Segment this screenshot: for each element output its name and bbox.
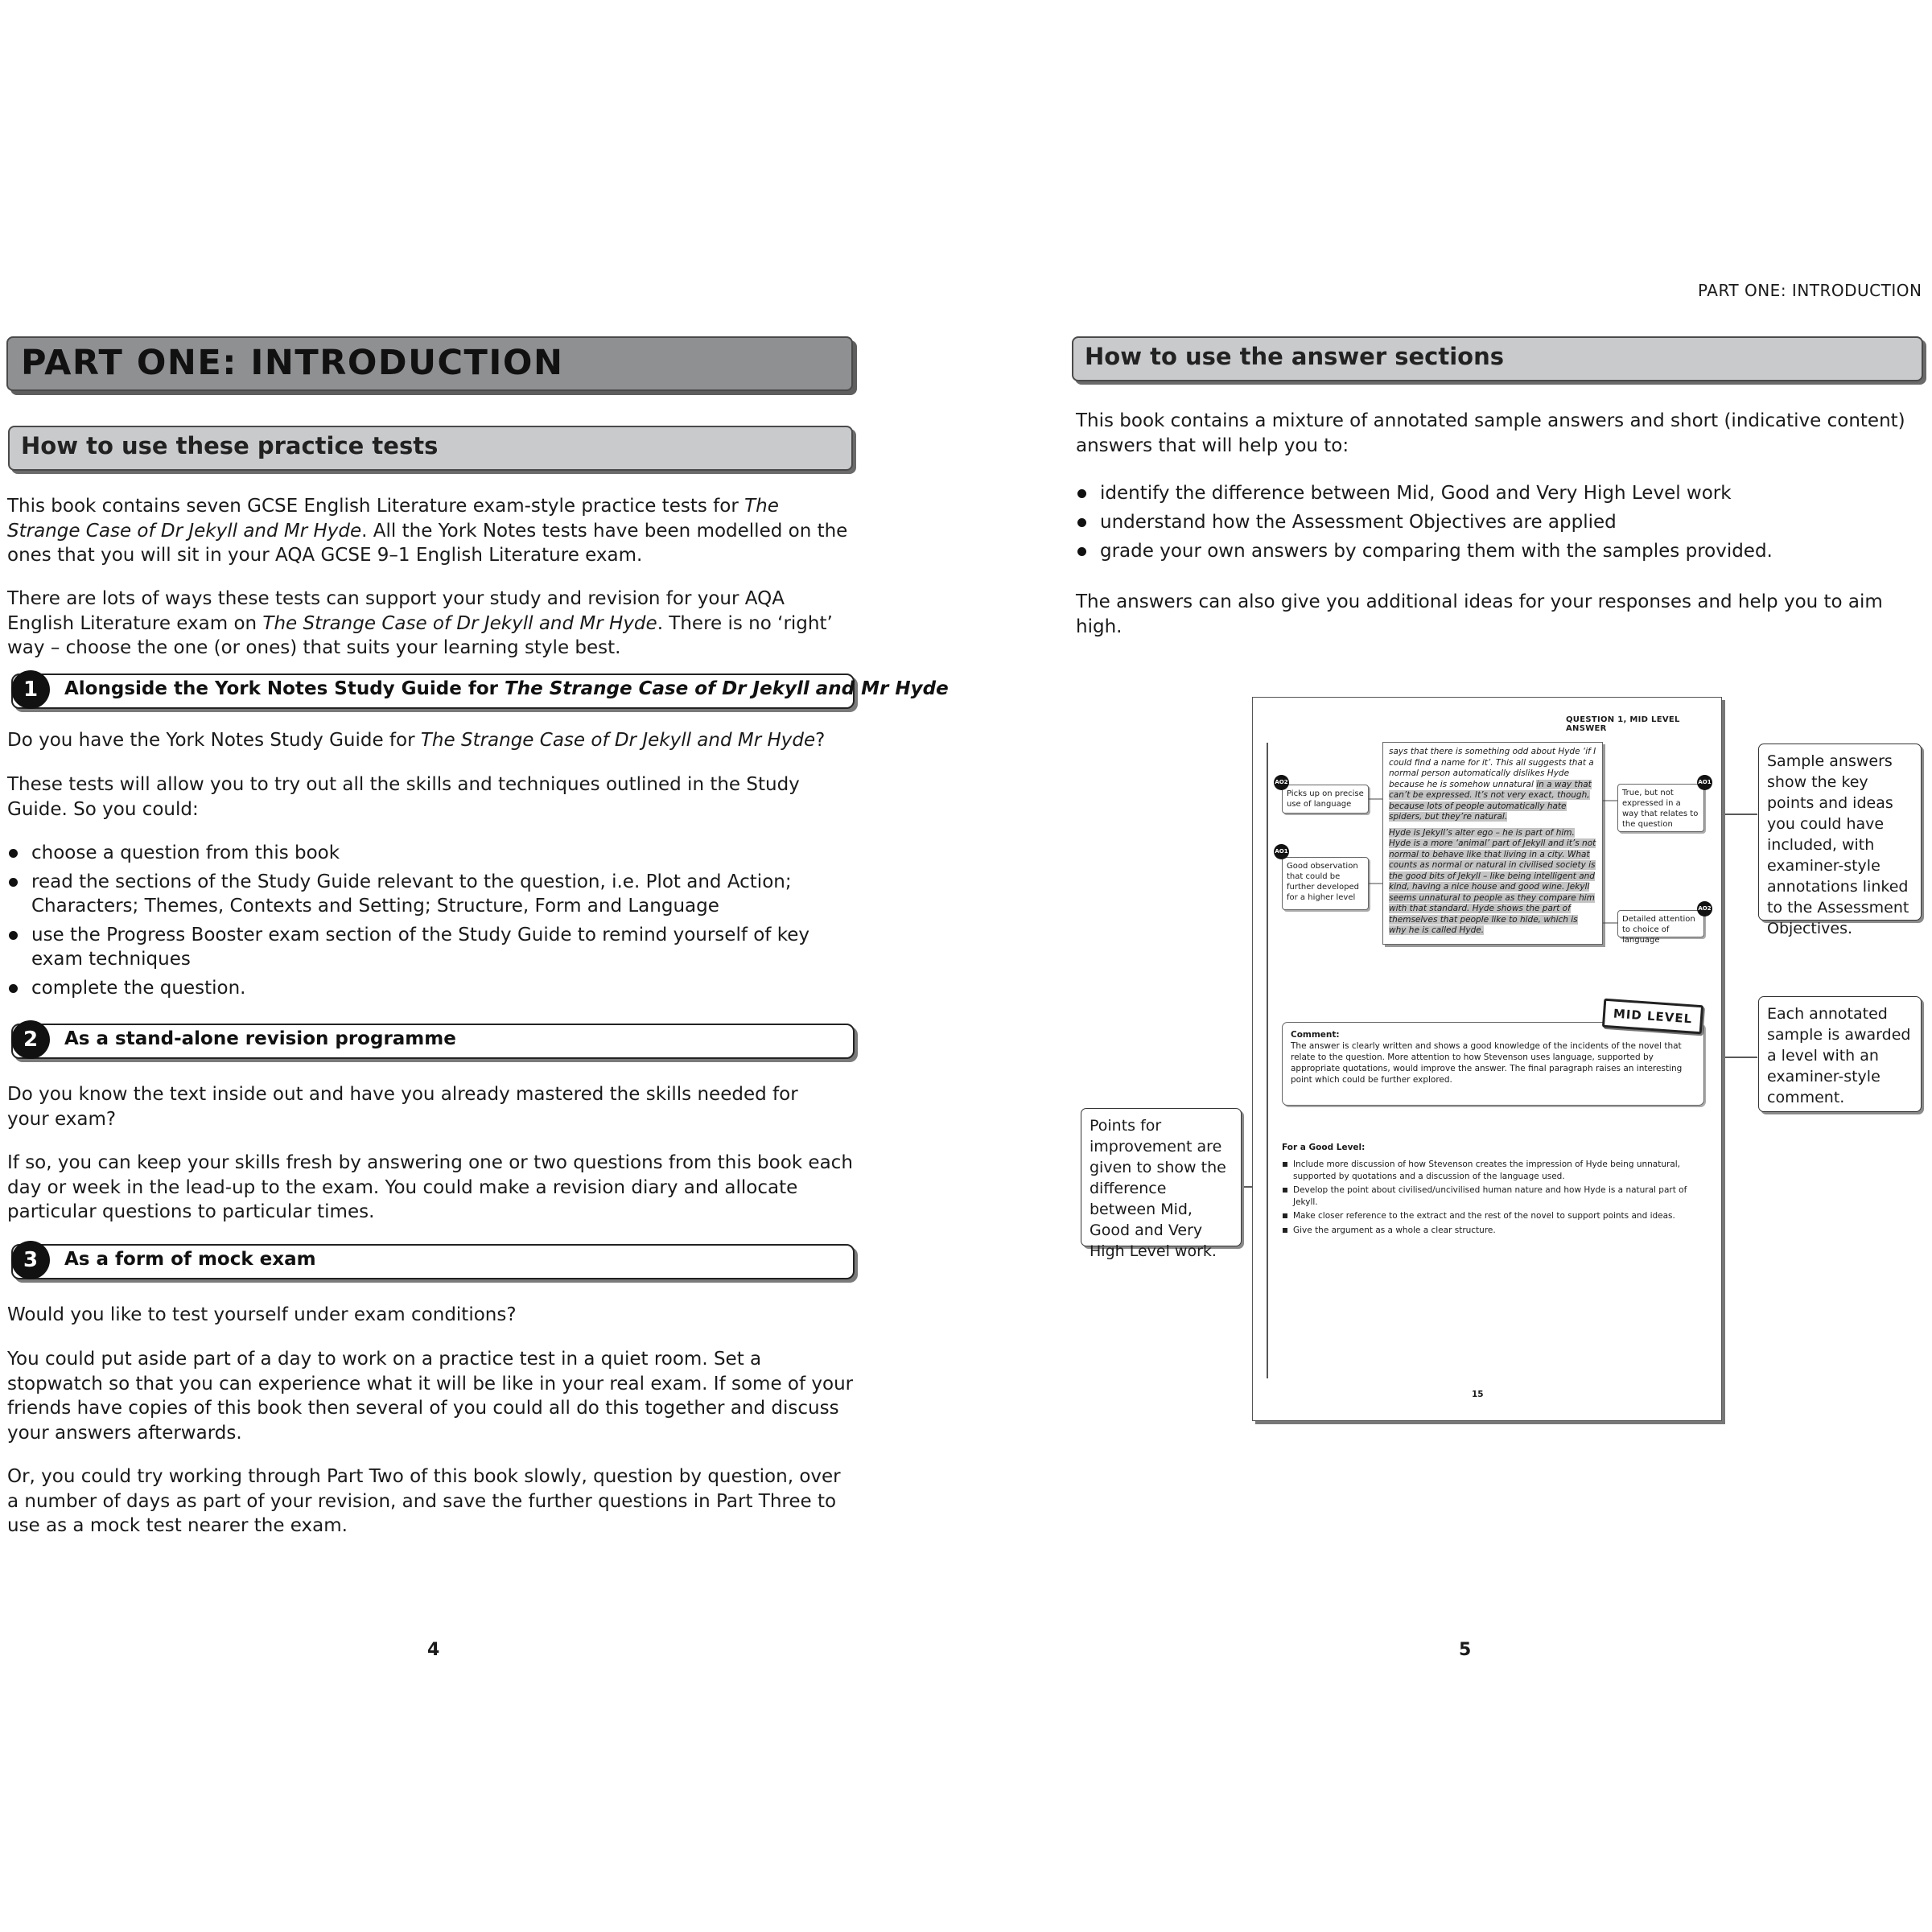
intro-paragraph-2: There are lots of ways these tests can support your study and revision for your AQA English Literature exam on The Strange Case of Dr Jekyll and Mr Hyde. There is no ‘right’ way – choose the one (or ones) that suits your learning style best. <box>7 588 833 658</box>
callout-sample-answers: Sample answers show the key points and ideas you could have included, with examiner-style annotations linked to the Assessment Objectives. <box>1758 744 1922 921</box>
list-item: Develop the point about civilised/uncivilised human nature and how Hyde is a natural part of Jekyll. <box>1282 1184 1700 1208</box>
thumbnail-page-number: 15 <box>1472 1390 1484 1399</box>
answer-intro-paragraph: This book contains a mixture of annotated sample answers and short (indicative content) answers that will help you to: <box>1076 410 1905 456</box>
running-head: PART ONE: INTRODUCTION <box>1698 281 1922 300</box>
annotation-good-observation: Good observation that could be further developed for a higher level <box>1282 857 1369 910</box>
option-1-question: Do you have the York Notes Study Guide for The Strange Case of Dr Jekyll and Mr Hyde? <box>7 730 826 751</box>
ao1-badge: AO1 <box>1697 775 1712 790</box>
section-title: How to use these practice tests <box>21 432 439 459</box>
option-2-paragraph-2: If so, you can keep your skills fresh by answering one or two questions from this book each day or week in the lead-up to the exam. You could make a revision diary and allocate particular questions to particular times. <box>7 1152 853 1222</box>
list-item: Include more discussion of how Stevenson creates the impression of Hyde being unnatural, supported by quotations and a discussion of the language used. <box>1282 1159 1700 1182</box>
list-item: choose a question from this book <box>7 841 836 865</box>
option-number-1: 1 <box>11 670 50 709</box>
option-1-paragraph: These tests will allow you to try out all the skills and techniques outlined in the Study Guide. So you could: <box>7 774 800 820</box>
thumbnail-comment-box <box>1282 1022 1704 1106</box>
annotation-not-expressed: True, but not expressed in a way that relates to the question <box>1617 784 1704 832</box>
comment-label: Comment: <box>1291 1030 1340 1040</box>
option-3-paragraph-1: Would you like to test yourself under exam conditions? <box>7 1304 517 1325</box>
list-item: Make closer reference to the extract and the rest of the novel to support points and ideas. <box>1282 1210 1700 1222</box>
ao1-badge: AO1 <box>1274 844 1289 859</box>
option-3-paragraph-3: Or, you could try working through Part Two of this book slowly, question by question, over a number of days as part of your revision, and save the further questions in Part Three to use as a mock test nearer the exam. <box>7 1466 841 1536</box>
sample-page-thumbnail <box>1252 697 1722 1421</box>
option-1-label: Alongside the York Notes Study Guide for The Strange Case of Dr Jekyll and Mr Hyde <box>64 678 949 699</box>
list-item: understand how the Assessment Objectives are applied <box>1076 510 1913 534</box>
intro-paragraph-1: This book contains seven GCSE English Literature exam-style practice tests for The Strange Case of Dr Jekyll and Mr Hyde. All the York Notes tests have been modelled on the ones that you will sit in your AQA GCSE 9–1 English Literature exam. <box>7 496 848 566</box>
mid-level-stamp: MID LEVEL <box>1602 999 1703 1035</box>
option-3-paragraph-2: You could put aside part of a day to work on a practice test in a quiet room. Set a stopwatch so that you can experience what it will be like in your real exam. If some of your friends have copies of this book then several of you could all do this together and discuss your answers afterwards. <box>7 1349 854 1444</box>
section-title: How to use the answer sections <box>1085 343 1504 370</box>
comment-text: The answer is clearly written and shows a good knowledge of the incidents of the novel that relate to the question. More attention to how Stevenson uses language, supported by appropriate quotations, would improve the answer. The final paragraph raises an interesting point which could be further explored. <box>1291 1041 1683 1085</box>
list-item: Give the argument as a whole a clear structure. <box>1282 1225 1700 1237</box>
ao2-badge: AO2 <box>1274 775 1289 790</box>
thumbnail-header: QUESTION 1, MID LEVEL ANSWER <box>1566 715 1680 733</box>
annotation-detailed-attention: Detailed attention to choice of language <box>1617 910 1704 937</box>
ao2-badge: AO2 <box>1697 901 1712 917</box>
callout-points-improvement: Points for improvement are given to show the difference between Mid, Good and Very High Level work. <box>1081 1108 1242 1246</box>
list-item: grade your own answers by comparing them with the samples provided. <box>1076 539 1913 563</box>
option-2-paragraph-1: Do you know the text inside out and have you already mastered the skills needed for your exam? <box>7 1084 798 1130</box>
page-number-right: 5 <box>1459 1640 1472 1660</box>
callout-annotated-sample: Each annotated sample is awarded a level with an examiner-style comment. <box>1758 996 1922 1112</box>
option-3-label: As a form of mock exam <box>64 1249 316 1270</box>
list-item: identify the difference between Mid, Good and Very High Level work <box>1076 481 1913 505</box>
list-item: read the sections of the Study Guide relevant to the question, i.e. Plot and Action; Characters; Themes, Contexts and Setting; Structure, Form and Language <box>7 870 836 918</box>
list-item: use the Progress Booster exam section of the Study Guide to remind yourself of key exam techniques <box>7 923 836 971</box>
thumbnail-quote-box: says that there is something odd about Hyde ‘if I could find a name for it’. This all suggests that a normal person automatically dislikes Hyde because he is somehow unnatural in a way that can’t be expressed. It’s not very exact, though, because lots of people automatically hate spiders, but they’re natural. Hyde is Jekyll’s alter ego – he is part of him. Hyde is a more ‘animal’ part of Jekyll and it’s not normal to behave like that living in a city. What counts as normal or natural in civilised society is the good bits of Jekyll – like being intelligent and kind, having a nice house and good wine. Jekyll seems unnatural to people as they compare him with that standard. Hyde shows the part of themselves that people like to hide, which is why he is called Hyde. <box>1382 742 1603 945</box>
part-title: PART ONE: INTRODUCTION <box>21 343 564 383</box>
annotation-precise-language: Picks up on precise use of language <box>1282 785 1369 814</box>
option-number-2: 2 <box>11 1020 50 1059</box>
option-2-label: As a stand-alone revision programme <box>64 1028 456 1049</box>
option-number-3: 3 <box>11 1241 50 1279</box>
good-level-label: For a Good Level: <box>1282 1143 1366 1152</box>
list-item: complete the question. <box>7 976 836 1000</box>
page-number-left: 4 <box>427 1640 440 1660</box>
good-level-list <box>1282 1159 1700 1238</box>
answer-closing-paragraph: The answers can also give you additional ideas for your responses and help you to aim high. <box>1076 591 1883 637</box>
